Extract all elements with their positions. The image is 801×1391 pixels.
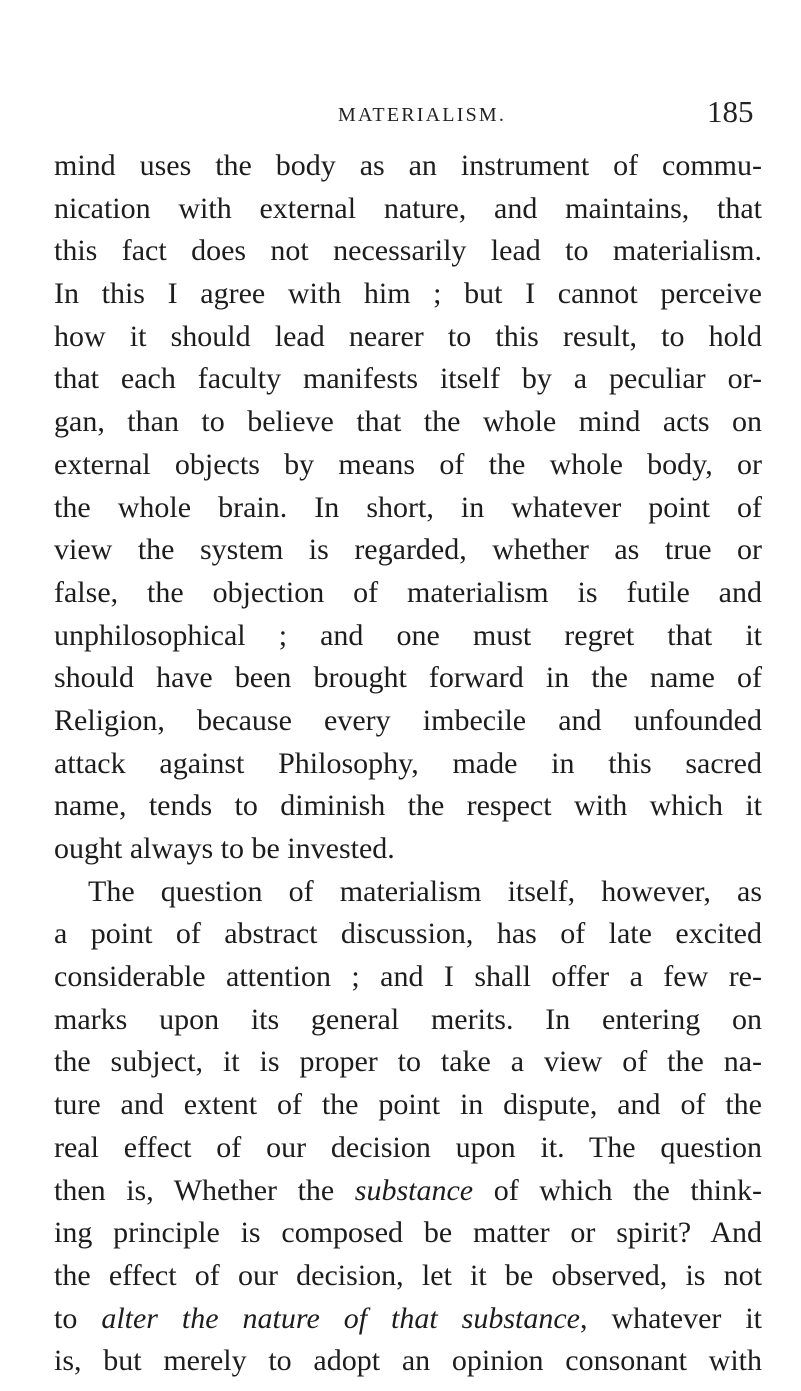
text-line: Religion, because every imbecile and unfounded: [54, 703, 762, 737]
text-line: ing principle is composed be matter or spirit? And: [54, 1216, 762, 1250]
text-line: attack against Philosophy, made in this sacred: [54, 746, 762, 780]
text-line: the effect of our decision, let it be observed, is not: [54, 1258, 762, 1292]
text-line: a point of abstract discussion, has of late excited: [54, 917, 762, 951]
text-line: nication with external nature, and maintains, that: [54, 191, 762, 225]
text-line: external objects by means of the whole body, or: [54, 447, 762, 481]
page-header: [0, 86, 801, 129]
body-text: [54, 145, 762, 1383]
text-line: that each faculty manifests itself by a peculiar or-: [54, 362, 762, 396]
text-line: real effect of our decision upon it. The question: [54, 1130, 762, 1164]
italic-phrase: alter the nature of that substance: [101, 1301, 580, 1335]
text-line: name, tends to diminish the respect with which it: [54, 789, 762, 823]
text-segment: , whatever it: [579, 1301, 763, 1335]
paragraph-first-line: The question of materialism itself, however, as: [88, 874, 762, 908]
text-line: considerable attention ; and I shall offer a few re-: [54, 960, 762, 994]
text-line: [54, 1298, 762, 1341]
text-line: [54, 1170, 762, 1213]
text-line: mind uses the body as an instrument of commu-: [54, 149, 762, 182]
text-line: the whole brain. In short, in whatever point of: [54, 490, 762, 524]
text-line: unphilosophical ; and one must regret that it: [54, 618, 762, 652]
text-line: ought always to be invested.: [54, 832, 395, 865]
italic-phrase: substance: [354, 1173, 474, 1207]
text-line: is, but merely to adopt an opinion consonant with: [54, 1344, 762, 1378]
text-line: ture and extent of the point in dispute, and of the: [54, 1088, 762, 1122]
text-segment: then is, Whether the: [54, 1173, 355, 1207]
text-line: In this I agree with him ; but I cannot perceive: [54, 277, 762, 311]
page-number: 185: [707, 94, 754, 129]
text-line: gan, than to believe that the whole mind acts on: [54, 405, 762, 439]
text-line: should have been brought forward in the name of: [54, 661, 762, 695]
text-segment: to: [54, 1301, 102, 1335]
text-line: the subject, it is proper to take a view of the na-: [54, 1045, 762, 1079]
text-line: how it should lead nearer to this result, to hold: [54, 319, 762, 353]
text-segment: of which the think-: [473, 1173, 762, 1207]
running-head: MATERIALISM.: [338, 104, 507, 126]
text-line: false, the objection of materialism is futile and: [54, 575, 762, 609]
text-line: this fact does not necessarily lead to materialism.: [54, 234, 762, 268]
text-line: view the system is regarded, whether as true or: [54, 533, 762, 567]
text-line: marks upon its general merits. In entering on: [54, 1002, 762, 1036]
